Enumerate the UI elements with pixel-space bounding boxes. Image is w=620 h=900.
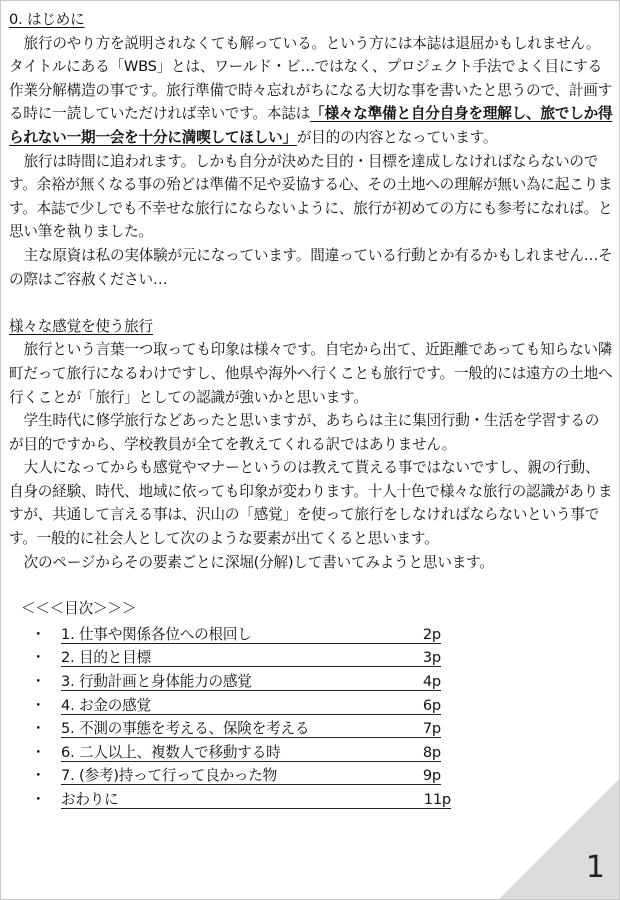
toc-item[interactable] — [9, 741, 613, 765]
toc-entry[interactable] — [61, 623, 441, 644]
toc-entry[interactable] — [61, 788, 451, 809]
toc-bullet: ・ — [31, 791, 46, 808]
toc-item-title: 1. 仕事や関係各位への根回し — [61, 625, 252, 643]
senses-paragraph-3: 大人になってからも感覚やマナーというのは教えて貰える事ではないですし、親の行動、自身の経験、時代、地域に依っても印象が変わります。十人十色で様々な旅行の認識がありますが、共通して言える事は、沢山の「感覚」を使って旅行をしなければならないという事です。一般的に社会人として次のような要素が出てくると思います。 — [9, 459, 613, 548]
toc-item-page: 7p — [422, 720, 441, 738]
intro-heading: 0. はじめに — [9, 11, 85, 28]
intro-paragraph-2: 旅行は時間に追われます。しかも自分が決めた目的・目標を達成しなければならないのです。余裕が無くなる事の殆どは準備不足や妥協する心、その土地への理解が無い為に起こります。本誌で少しでも不幸せな旅行にならないように、旅行が初めての方にも参考になれば。と思い筆を執りました。 — [9, 152, 613, 241]
toc-bullet: ・ — [31, 720, 46, 738]
toc-item-title: おわりに — [61, 791, 119, 808]
senses-heading: 様々な感覚を使う旅行 — [9, 317, 153, 335]
toc-entry[interactable] — [61, 741, 441, 762]
toc-item-page: 9p — [422, 767, 441, 785]
toc-item[interactable] — [9, 623, 613, 647]
toc-bullet: ・ — [31, 673, 46, 691]
toc-bullet: ・ — [31, 743, 46, 761]
intro-paragraph-1-tail: が目的の内容となっています。 — [296, 128, 498, 146]
intro-paragraph-1 — [9, 32, 613, 150]
intro-emphasis: 「様々な準備と自分自身を理解し、旅でしか得られない一期一会を十分に満喫してほしい」 — [9, 105, 613, 146]
intro-paragraph-3: 主な原資は私の実体験が元になっています。間違っている行動とか有るかもしれません…その際はご容赦ください… — [9, 246, 613, 288]
toc-item-title: 6. 二人以上、複数人で移動する時 — [61, 743, 281, 761]
toc-entry[interactable] — [61, 670, 441, 691]
page-number: 1 — [585, 850, 605, 885]
toc-item-page: 8p — [422, 743, 441, 761]
senses-paragraph-4: 次のページからその要素ごとに深堀(分解)して書いてみようと思います。 — [23, 553, 494, 571]
toc-bullet: ・ — [31, 649, 46, 667]
toc-entry[interactable] — [61, 764, 441, 785]
toc-item-title: 5. 不測の事態を考える、保険を考える — [61, 720, 310, 738]
toc-item[interactable] — [9, 670, 613, 694]
senses-paragraph-2: 学生時代に修学旅行などあったと思いますが、あちらは主に集団行動・生活を学習するのが目的ですから、学校教員が全てを教えてくれる訳ではありません。 — [9, 412, 600, 453]
toc-item-title: 7. (参考)持って行って良かった物 — [61, 767, 278, 785]
toc-item[interactable] — [9, 694, 613, 718]
toc-item-page: 11p — [423, 791, 451, 808]
section-gap — [9, 291, 613, 315]
toc-item[interactable] — [9, 646, 613, 670]
toc-entry[interactable] — [61, 646, 441, 667]
toc-entry[interactable] — [61, 694, 441, 715]
toc-item-page: 2p — [422, 625, 441, 643]
toc-item-title: 3. 行動計画と身体能力の感覚 — [61, 673, 252, 691]
toc-item-page: 3p — [422, 649, 441, 667]
toc-item-title: 2. 目的と目標 — [61, 649, 151, 667]
senses-paragraph-1: 旅行という言葉一つ取っても印象は様々です。自宅から出て、近距離であっても知らない隣町だって旅行になるわけですし、他県や海外へ行くことも旅行です。一般的には遠方の土地へ行くことが「旅行」としての認識が強いかと思います。 — [9, 341, 613, 406]
toc-item-page: 4p — [422, 673, 441, 691]
toc-item-page: 6p — [422, 696, 441, 714]
toc-item-title: 4. お金の感覚 — [61, 696, 151, 714]
toc-bullet: ・ — [31, 767, 46, 785]
toc-bullet: ・ — [31, 696, 46, 714]
toc-bullet: ・ — [31, 625, 46, 643]
toc-entry[interactable] — [61, 717, 441, 738]
toc-item[interactable] — [9, 717, 613, 741]
page-content — [9, 8, 613, 812]
intro-paragraph-1-text: 旅行のやり方を説明されなくても解っている。という方には本誌は退屈かもしれません。タイトルにある「WBS」とは、ワールド・ビ…ではなく、プロジェクト手法でよく目にする作業分解構造の事です。旅行準備で時々忘れがちになる大切な事を書いたと思うので、計画する時に一読していただければ幸いです。本誌は — [9, 34, 613, 123]
toc-title: ＜＜＜目次＞＞＞ — [21, 600, 137, 618]
